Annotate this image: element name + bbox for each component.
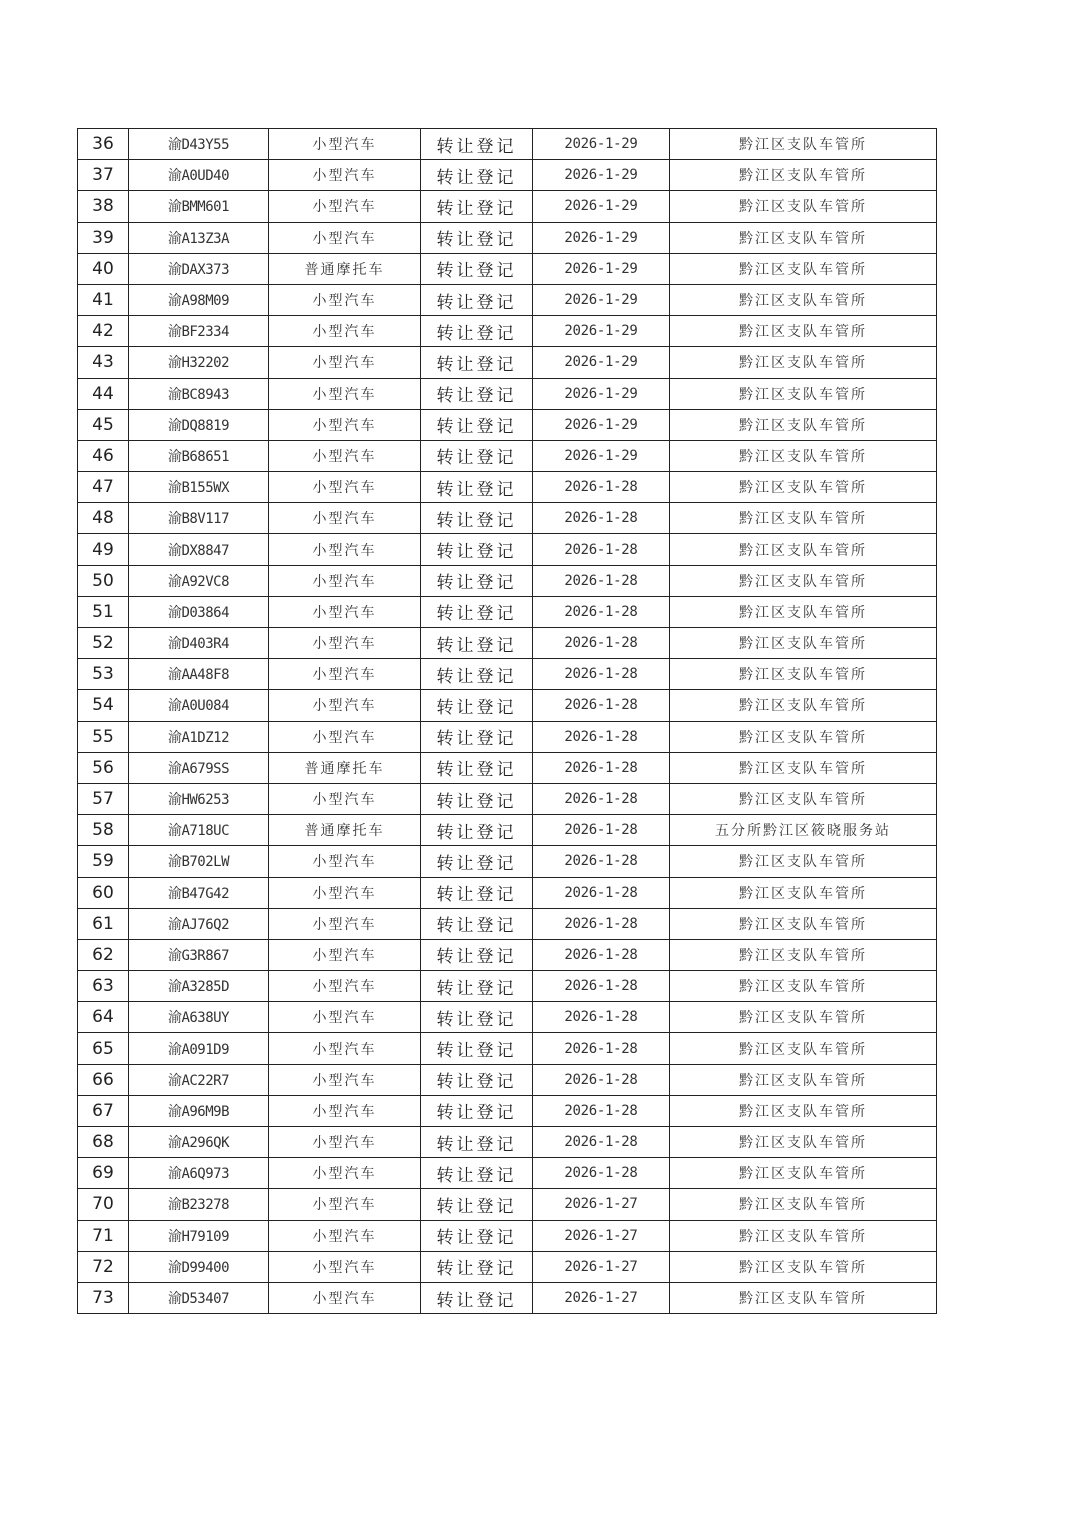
plate-number-cell: 渝A96M9B — [129, 1095, 269, 1126]
date-cell: 2026-1-29 — [533, 409, 670, 440]
business-type-cell: 转让登记 — [421, 1189, 533, 1220]
table-row — [78, 877, 937, 908]
plate-number-cell: 渝A091D9 — [129, 1033, 269, 1064]
table-row — [78, 347, 937, 378]
row-number-cell: 56 — [78, 752, 129, 783]
table-row — [78, 628, 937, 659]
business-type-cell: 转让登记 — [421, 129, 533, 160]
business-type-cell: 转让登记 — [421, 783, 533, 814]
plate-number-cell: 渝B23278 — [129, 1189, 269, 1220]
plate-number-cell: 渝B8V117 — [129, 503, 269, 534]
vehicle-type-cell: 小型汽车 — [269, 1220, 421, 1251]
row-number-cell: 47 — [78, 472, 129, 503]
vehicle-type-cell: 小型汽车 — [269, 472, 421, 503]
office-cell: 黔江区支队车管所 — [670, 253, 937, 284]
office-cell: 黔江区支队车管所 — [670, 534, 937, 565]
office-cell: 黔江区支队车管所 — [670, 971, 937, 1002]
plate-number-cell: 渝AA48F8 — [129, 659, 269, 690]
table-row — [78, 783, 937, 814]
plate-number-cell: 渝H32202 — [129, 347, 269, 378]
office-cell: 黔江区支队车管所 — [670, 1220, 937, 1251]
vehicle-type-cell: 小型汽车 — [269, 160, 421, 191]
row-number-cell: 41 — [78, 284, 129, 315]
row-number-cell: 53 — [78, 659, 129, 690]
table-row — [78, 1095, 937, 1126]
vehicle-type-cell: 小型汽车 — [269, 534, 421, 565]
vehicle-type-cell: 小型汽车 — [269, 596, 421, 627]
row-number-cell: 50 — [78, 565, 129, 596]
date-cell: 2026-1-28 — [533, 939, 670, 970]
vehicle-type-cell: 小型汽车 — [269, 316, 421, 347]
table-row — [78, 596, 937, 627]
business-type-cell: 转让登记 — [421, 222, 533, 253]
vehicle-type-cell: 小型汽车 — [269, 971, 421, 1002]
vehicle-type-cell: 小型汽车 — [269, 1158, 421, 1189]
table-row — [78, 316, 937, 347]
row-number-cell: 61 — [78, 908, 129, 939]
table-row — [78, 908, 937, 939]
plate-number-cell: 渝D43Y55 — [129, 129, 269, 160]
business-type-cell: 转让登记 — [421, 939, 533, 970]
date-cell: 2026-1-29 — [533, 222, 670, 253]
vehicle-type-cell: 小型汽车 — [269, 1033, 421, 1064]
office-cell: 黔江区支队车管所 — [670, 1282, 937, 1313]
table-row — [78, 1251, 937, 1282]
office-cell: 黔江区支队车管所 — [670, 1189, 937, 1220]
table-row — [78, 253, 937, 284]
plate-number-cell: 渝HW6253 — [129, 783, 269, 814]
vehicle-type-cell: 小型汽车 — [269, 846, 421, 877]
business-type-cell: 转让登记 — [421, 877, 533, 908]
table-row — [78, 1002, 937, 1033]
table-row — [78, 1033, 937, 1064]
vehicle-type-cell: 小型汽车 — [269, 1095, 421, 1126]
plate-number-cell: 渝A1DZ12 — [129, 721, 269, 752]
table-row — [78, 160, 937, 191]
table-row — [78, 752, 937, 783]
vehicle-type-cell: 小型汽车 — [269, 690, 421, 721]
table-row — [78, 472, 937, 503]
plate-number-cell: 渝D99400 — [129, 1251, 269, 1282]
business-type-cell: 转让登记 — [421, 440, 533, 471]
date-cell: 2026-1-27 — [533, 1282, 670, 1313]
office-cell: 黔江区支队车管所 — [670, 222, 937, 253]
office-cell: 黔江区支队车管所 — [670, 129, 937, 160]
row-number-cell: 46 — [78, 440, 129, 471]
office-cell: 黔江区支队车管所 — [670, 1251, 937, 1282]
table-row — [78, 565, 937, 596]
vehicle-type-cell: 小型汽车 — [269, 503, 421, 534]
vehicle-type-cell: 小型汽车 — [269, 783, 421, 814]
row-number-cell: 44 — [78, 378, 129, 409]
vehicle-type-cell: 小型汽车 — [269, 877, 421, 908]
plate-number-cell: 渝G3R867 — [129, 939, 269, 970]
office-cell: 黔江区支队车管所 — [670, 191, 937, 222]
date-cell: 2026-1-28 — [533, 1158, 670, 1189]
office-cell: 黔江区支队车管所 — [670, 877, 937, 908]
date-cell: 2026-1-28 — [533, 1002, 670, 1033]
plate-number-cell: 渝B702LW — [129, 846, 269, 877]
table-row — [78, 690, 937, 721]
row-number-cell: 63 — [78, 971, 129, 1002]
business-type-cell: 转让登记 — [421, 815, 533, 846]
date-cell: 2026-1-28 — [533, 971, 670, 1002]
plate-number-cell: 渝DQ8819 — [129, 409, 269, 440]
plate-number-cell: 渝A679SS — [129, 752, 269, 783]
plate-number-cell: 渝B155WX — [129, 472, 269, 503]
date-cell: 2026-1-28 — [533, 752, 670, 783]
office-cell: 黔江区支队车管所 — [670, 659, 937, 690]
office-cell: 黔江区支队车管所 — [670, 596, 937, 627]
row-number-cell: 36 — [78, 129, 129, 160]
office-cell: 黔江区支队车管所 — [670, 783, 937, 814]
business-type-cell: 转让登记 — [421, 472, 533, 503]
business-type-cell: 转让登记 — [421, 659, 533, 690]
plate-number-cell: 渝H79109 — [129, 1220, 269, 1251]
plate-number-cell: 渝BC8943 — [129, 378, 269, 409]
plate-number-cell: 渝DX8847 — [129, 534, 269, 565]
date-cell: 2026-1-28 — [533, 877, 670, 908]
vehicle-type-cell: 小型汽车 — [269, 1282, 421, 1313]
date-cell: 2026-1-28 — [533, 783, 670, 814]
plate-number-cell: 渝B47G42 — [129, 877, 269, 908]
row-number-cell: 38 — [78, 191, 129, 222]
plate-number-cell: 渝B68651 — [129, 440, 269, 471]
row-number-cell: 70 — [78, 1189, 129, 1220]
plate-number-cell: 渝A296QK — [129, 1127, 269, 1158]
registration-table-body — [78, 129, 937, 1314]
office-cell: 黔江区支队车管所 — [670, 908, 937, 939]
date-cell: 2026-1-28 — [533, 628, 670, 659]
vehicle-type-cell: 小型汽车 — [269, 440, 421, 471]
business-type-cell: 转让登记 — [421, 971, 533, 1002]
date-cell: 2026-1-29 — [533, 160, 670, 191]
office-cell: 黔江区支队车管所 — [670, 409, 937, 440]
date-cell: 2026-1-27 — [533, 1189, 670, 1220]
business-type-cell: 转让登记 — [421, 347, 533, 378]
table-row — [78, 191, 937, 222]
business-type-cell: 转让登记 — [421, 1251, 533, 1282]
vehicle-type-cell: 小型汽车 — [269, 1002, 421, 1033]
plate-number-cell: 渝D403R4 — [129, 628, 269, 659]
office-cell: 黔江区支队车管所 — [670, 284, 937, 315]
row-number-cell: 67 — [78, 1095, 129, 1126]
vehicle-type-cell: 小型汽车 — [269, 129, 421, 160]
table-row — [78, 1220, 937, 1251]
plate-number-cell: 渝A98M09 — [129, 284, 269, 315]
business-type-cell: 转让登记 — [421, 908, 533, 939]
vehicle-type-cell: 小型汽车 — [269, 1064, 421, 1095]
table-row — [78, 971, 937, 1002]
date-cell: 2026-1-28 — [533, 503, 670, 534]
row-number-cell: 54 — [78, 690, 129, 721]
table-row — [78, 721, 937, 752]
business-type-cell: 转让登记 — [421, 1220, 533, 1251]
row-number-cell: 45 — [78, 409, 129, 440]
vehicle-type-cell: 小型汽车 — [269, 659, 421, 690]
office-cell: 黔江区支队车管所 — [670, 846, 937, 877]
business-type-cell: 转让登记 — [421, 534, 533, 565]
business-type-cell: 转让登记 — [421, 284, 533, 315]
plate-number-cell: 渝BF2334 — [129, 316, 269, 347]
plate-number-cell: 渝A0UD40 — [129, 160, 269, 191]
vehicle-type-cell: 小型汽车 — [269, 347, 421, 378]
vehicle-type-cell: 小型汽车 — [269, 1251, 421, 1282]
table-row — [78, 1158, 937, 1189]
table-row — [78, 1127, 937, 1158]
row-number-cell: 58 — [78, 815, 129, 846]
business-type-cell: 转让登记 — [421, 160, 533, 191]
table-row — [78, 1064, 937, 1095]
table-row — [78, 939, 937, 970]
vehicle-type-cell: 普通摩托车 — [269, 815, 421, 846]
row-number-cell: 57 — [78, 783, 129, 814]
business-type-cell: 转让登记 — [421, 191, 533, 222]
plate-number-cell: 渝A3285D — [129, 971, 269, 1002]
table-row — [78, 1282, 937, 1313]
vehicle-type-cell: 小型汽车 — [269, 565, 421, 596]
date-cell: 2026-1-29 — [533, 440, 670, 471]
office-cell: 黔江区支队车管所 — [670, 316, 937, 347]
vehicle-type-cell: 普通摩托车 — [269, 253, 421, 284]
date-cell: 2026-1-28 — [533, 596, 670, 627]
office-cell: 黔江区支队车管所 — [670, 690, 937, 721]
business-type-cell: 转让登记 — [421, 316, 533, 347]
vehicle-type-cell: 小型汽车 — [269, 939, 421, 970]
vehicle-type-cell: 小型汽车 — [269, 222, 421, 253]
office-cell: 黔江区支队车管所 — [670, 628, 937, 659]
business-type-cell: 转让登记 — [421, 503, 533, 534]
table-row — [78, 222, 937, 253]
office-cell: 黔江区支队车管所 — [670, 347, 937, 378]
vehicle-type-cell: 小型汽车 — [269, 1127, 421, 1158]
plate-number-cell: 渝A638UY — [129, 1002, 269, 1033]
date-cell: 2026-1-27 — [533, 1220, 670, 1251]
office-cell: 黔江区支队车管所 — [670, 440, 937, 471]
office-cell: 黔江区支队车管所 — [670, 1095, 937, 1126]
date-cell: 2026-1-28 — [533, 1095, 670, 1126]
business-type-cell: 转让登记 — [421, 1158, 533, 1189]
business-type-cell: 转让登记 — [421, 628, 533, 659]
registration-table — [77, 128, 937, 1314]
vehicle-type-cell: 小型汽车 — [269, 1189, 421, 1220]
office-cell: 黔江区支队车管所 — [670, 1033, 937, 1064]
business-type-cell: 转让登记 — [421, 596, 533, 627]
plate-number-cell: 渝DAX373 — [129, 253, 269, 284]
date-cell: 2026-1-28 — [533, 1064, 670, 1095]
office-cell: 黔江区支队车管所 — [670, 1002, 937, 1033]
row-number-cell: 49 — [78, 534, 129, 565]
business-type-cell: 转让登记 — [421, 253, 533, 284]
business-type-cell: 转让登记 — [421, 752, 533, 783]
row-number-cell: 42 — [78, 316, 129, 347]
row-number-cell: 72 — [78, 1251, 129, 1282]
vehicle-type-cell: 小型汽车 — [269, 378, 421, 409]
table-row — [78, 534, 937, 565]
vehicle-type-cell: 小型汽车 — [269, 191, 421, 222]
date-cell: 2026-1-29 — [533, 316, 670, 347]
table-row — [78, 1189, 937, 1220]
plate-number-cell: 渝D03864 — [129, 596, 269, 627]
date-cell: 2026-1-28 — [533, 565, 670, 596]
row-number-cell: 39 — [78, 222, 129, 253]
row-number-cell: 52 — [78, 628, 129, 659]
office-cell: 黔江区支队车管所 — [670, 939, 937, 970]
date-cell: 2026-1-28 — [533, 472, 670, 503]
vehicle-type-cell: 小型汽车 — [269, 908, 421, 939]
row-number-cell: 69 — [78, 1158, 129, 1189]
plate-number-cell: 渝AC22R7 — [129, 1064, 269, 1095]
office-cell: 黔江区支队车管所 — [670, 1064, 937, 1095]
business-type-cell: 转让登记 — [421, 565, 533, 596]
date-cell: 2026-1-29 — [533, 253, 670, 284]
plate-number-cell: 渝A0U084 — [129, 690, 269, 721]
plate-number-cell: 渝A6Q973 — [129, 1158, 269, 1189]
vehicle-type-cell: 小型汽车 — [269, 628, 421, 659]
business-type-cell: 转让登记 — [421, 690, 533, 721]
row-number-cell: 55 — [78, 721, 129, 752]
date-cell: 2026-1-28 — [533, 659, 670, 690]
plate-number-cell: 渝D53407 — [129, 1282, 269, 1313]
table-row — [78, 503, 937, 534]
table-row — [78, 815, 937, 846]
row-number-cell: 59 — [78, 846, 129, 877]
date-cell: 2026-1-29 — [533, 129, 670, 160]
plate-number-cell: 渝A92VC8 — [129, 565, 269, 596]
office-cell: 五分所黔江区筱晓服务站 — [670, 815, 937, 846]
business-type-cell: 转让登记 — [421, 1127, 533, 1158]
row-number-cell: 51 — [78, 596, 129, 627]
business-type-cell: 转让登记 — [421, 1064, 533, 1095]
table-row — [78, 409, 937, 440]
date-cell: 2026-1-29 — [533, 378, 670, 409]
row-number-cell: 62 — [78, 939, 129, 970]
table-row — [78, 378, 937, 409]
office-cell: 黔江区支队车管所 — [670, 472, 937, 503]
business-type-cell: 转让登记 — [421, 846, 533, 877]
row-number-cell: 43 — [78, 347, 129, 378]
business-type-cell: 转让登记 — [421, 1002, 533, 1033]
table-row — [78, 846, 937, 877]
office-cell: 黔江区支队车管所 — [670, 721, 937, 752]
date-cell: 2026-1-28 — [533, 846, 670, 877]
date-cell: 2026-1-28 — [533, 1033, 670, 1064]
office-cell: 黔江区支队车管所 — [670, 1158, 937, 1189]
date-cell: 2026-1-28 — [533, 908, 670, 939]
row-number-cell: 64 — [78, 1002, 129, 1033]
row-number-cell: 71 — [78, 1220, 129, 1251]
row-number-cell: 60 — [78, 877, 129, 908]
office-cell: 黔江区支队车管所 — [670, 1127, 937, 1158]
plate-number-cell: 渝AJ76Q2 — [129, 908, 269, 939]
vehicle-type-cell: 普通摩托车 — [269, 752, 421, 783]
plate-number-cell: 渝BMM601 — [129, 191, 269, 222]
date-cell: 2026-1-29 — [533, 191, 670, 222]
row-number-cell: 66 — [78, 1064, 129, 1095]
business-type-cell: 转让登记 — [421, 378, 533, 409]
date-cell: 2026-1-29 — [533, 347, 670, 378]
office-cell: 黔江区支队车管所 — [670, 503, 937, 534]
table-row — [78, 440, 937, 471]
table-row — [78, 284, 937, 315]
business-type-cell: 转让登记 — [421, 1033, 533, 1064]
date-cell: 2026-1-29 — [533, 284, 670, 315]
office-cell: 黔江区支队车管所 — [670, 752, 937, 783]
business-type-cell: 转让登记 — [421, 409, 533, 440]
row-number-cell: 48 — [78, 503, 129, 534]
vehicle-type-cell: 小型汽车 — [269, 284, 421, 315]
business-type-cell: 转让登记 — [421, 1095, 533, 1126]
row-number-cell: 65 — [78, 1033, 129, 1064]
office-cell: 黔江区支队车管所 — [670, 160, 937, 191]
vehicle-type-cell: 小型汽车 — [269, 721, 421, 752]
date-cell: 2026-1-28 — [533, 1127, 670, 1158]
office-cell: 黔江区支队车管所 — [670, 565, 937, 596]
row-number-cell: 68 — [78, 1127, 129, 1158]
business-type-cell: 转让登记 — [421, 721, 533, 752]
table-row — [78, 659, 937, 690]
date-cell: 2026-1-28 — [533, 721, 670, 752]
table-row — [78, 129, 937, 160]
plate-number-cell: 渝A13Z3A — [129, 222, 269, 253]
row-number-cell: 40 — [78, 253, 129, 284]
date-cell: 2026-1-28 — [533, 815, 670, 846]
office-cell: 黔江区支队车管所 — [670, 378, 937, 409]
row-number-cell: 37 — [78, 160, 129, 191]
date-cell: 2026-1-27 — [533, 1251, 670, 1282]
date-cell: 2026-1-28 — [533, 534, 670, 565]
vehicle-type-cell: 小型汽车 — [269, 409, 421, 440]
business-type-cell: 转让登记 — [421, 1282, 533, 1313]
date-cell: 2026-1-28 — [533, 690, 670, 721]
row-number-cell: 73 — [78, 1282, 129, 1313]
plate-number-cell: 渝A718UC — [129, 815, 269, 846]
